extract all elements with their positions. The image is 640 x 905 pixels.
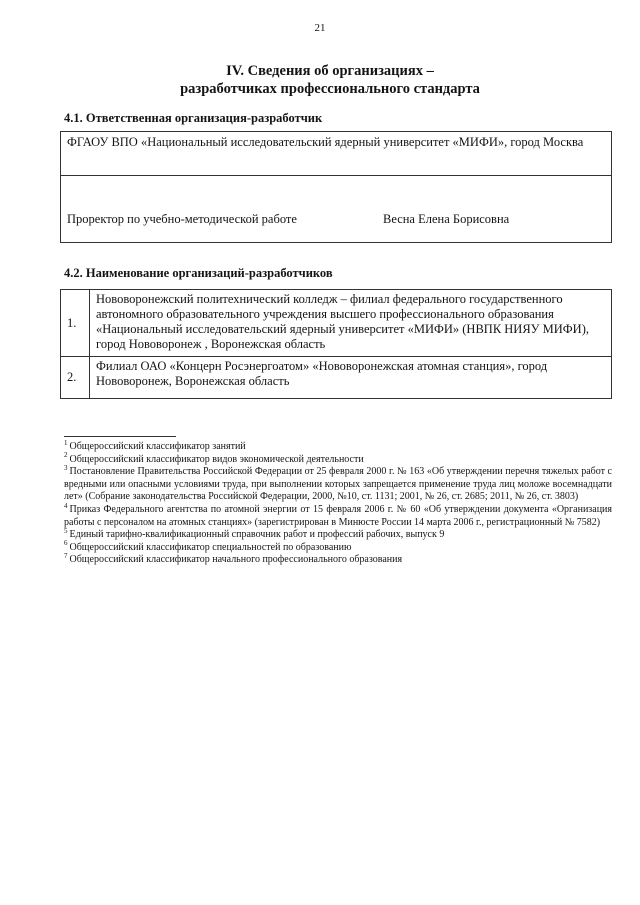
section-title: [60, 62, 600, 98]
footnote: [64, 539, 612, 555]
footnote-text: Общероссийский классификатор начального профессионального образования: [69, 554, 403, 566]
footnote-mark: 3: [64, 463, 68, 472]
responsible-org-table: [60, 131, 612, 243]
footnotes: [64, 438, 612, 567]
footnote-mark: 7: [64, 552, 68, 561]
responsible-org-heading: 4.1. Ответственная организация-разработчик: [64, 111, 323, 125]
footnote-mark: 6: [64, 539, 68, 548]
footnote: [64, 451, 612, 467]
footnote: [64, 501, 612, 529]
footnote-mark: 4: [64, 501, 68, 510]
footnote-mark: 1: [64, 438, 68, 447]
footnote-text: Общероссийский классификатор специальностей по образованию: [69, 541, 352, 553]
responsible-org-signatory-row: [61, 176, 611, 242]
section-title-line-2: разработчиках профессионального стандарта: [180, 81, 480, 97]
developer-number: 2.: [61, 357, 90, 399]
signatory-name: Весна Елена Борисовна: [383, 212, 510, 226]
section-title-line-1: IV. Сведения об организациях –: [226, 63, 434, 79]
signatory-position: Проректор по учебно-методической работе: [67, 212, 297, 226]
footnote: [64, 526, 612, 542]
footnote: [64, 438, 612, 454]
page-number: 21: [314, 22, 326, 34]
footnote: [64, 554, 612, 567]
developer-name: Филиал ОАО «Концерн Росэнергоатом» «Нововоронежская атомная станция», город Нововоронеж, Воронежская область: [90, 357, 612, 399]
developers-table: [60, 289, 612, 399]
footnote-text: Приказ Федерального агентства по атомной энергии от 15 февраля 2006 г. № 60 «Об утверждении документа «Организация работы с персоналом на атомных станциях» (зарегистрирован в Минюсте России 14 марта 2006 г., регистрационный № 7582): [64, 503, 612, 528]
footnote-mark: 2: [64, 451, 68, 460]
responsible-org-name: ФГАОУ ВПО «Национальный исследовательский ядерный университет «МИФИ», город Москва: [61, 132, 611, 176]
footnote-text: Общероссийский классификатор видов экономической деятельности: [69, 453, 364, 465]
footnote-separator: [64, 436, 176, 437]
table-row: [61, 290, 612, 357]
developer-name: Нововоронежский политехнический колледж – филиал федерального государственного автономного образовательного учреждения высшего профессионального образования «Национальный исследовательский ядерный университет «МИФИ» (НВПК НИЯУ МИФИ), город Нововоронеж , Воронежская область: [90, 290, 612, 357]
footnote-mark: 5: [64, 526, 68, 535]
developer-number: 1.: [61, 290, 90, 357]
footnote: [64, 463, 612, 504]
footnote-text: Постановление Правительства Российской Федерации от 25 февраля 2000 г. № 163 «Об утверждении перечня тяжелых работ с вредными или опасными условиями труда, при выполнении которых запрещается применение труда лиц моложе восемнадцати лет» (Собрание законодательства Российской Федерации, 2000, №10, ст. 1131; 2001, № 26, ст. 2685; 2011, № 26, ст. 3803): [64, 466, 612, 503]
footnote-text: Единый тарифно-квалификационный справочник работ и профессий рабочих, выпуск 9: [69, 529, 445, 541]
table-row: [61, 357, 612, 399]
footnote-text: Общероссийский классификатор занятий: [69, 441, 246, 452]
developers-heading: 4.2. Наименование организаций-разработчиков: [64, 266, 333, 280]
